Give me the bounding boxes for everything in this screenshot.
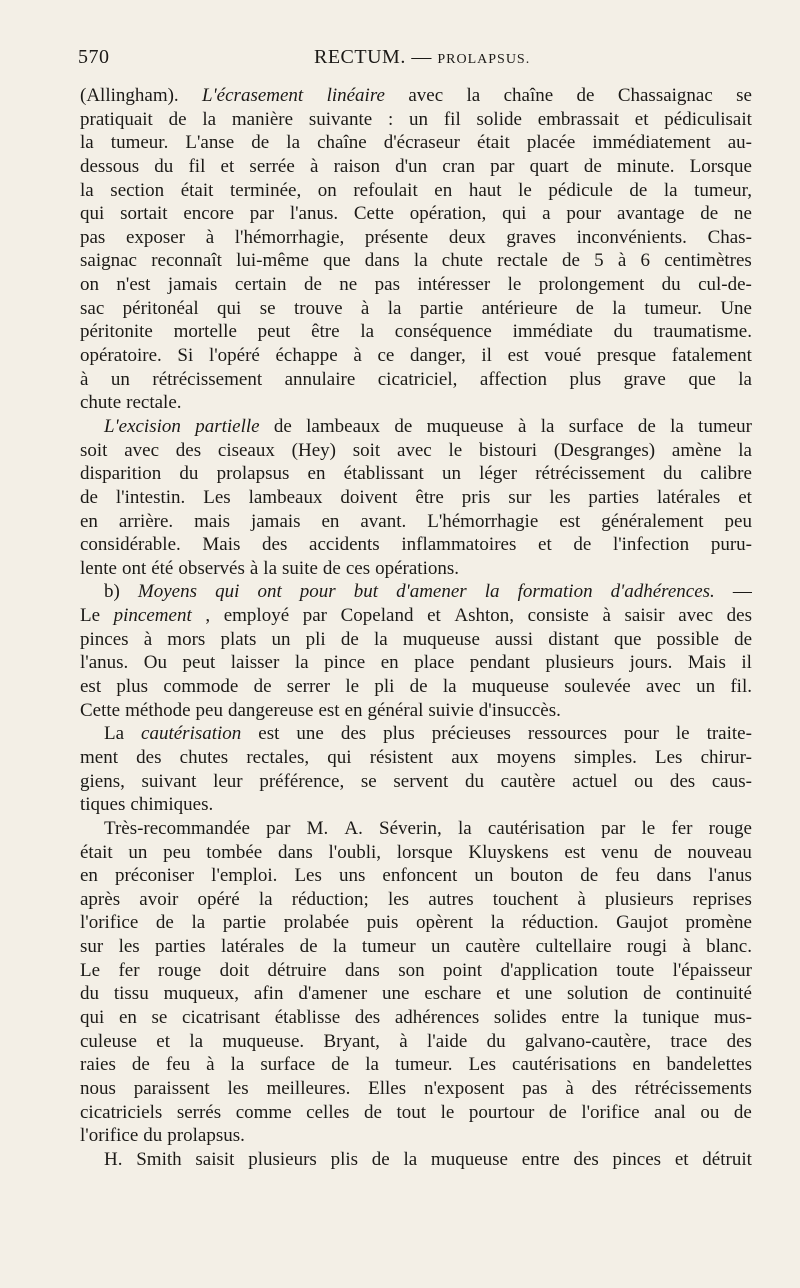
text-line: disparition du prolapsus en établissant un léger rétrécissement du calibre (80, 463, 752, 485)
text-line: en arrière. mais jamais en avant. L'hémorrhagie est généralement peu (80, 510, 752, 532)
text-line: giens, suivant leur préférence, se servent du cautère actuel ou des caus- (80, 770, 752, 792)
text-line: H. Smith saisit plusieurs plis de la muqueuse entre des pinces et détruit (104, 1148, 752, 1170)
text-line: chute rectale. (80, 392, 182, 414)
text-line: la tumeur. L'anse de la chaîne d'écraseur était placée immédiatement au- (80, 132, 752, 154)
text-line: soit avec des ciseaux (Hey) soit avec le bistouri (Desgranges) amène la (80, 439, 752, 461)
text-line: pas exposer à l'hémorrhagie, présente deux graves inconvénients. Chas- (80, 226, 752, 248)
text-line: pinces à mors plats un pli de la muqueuse aussi distant que possible de (80, 628, 752, 650)
text-line: Le pincement , employé par Copeland et Ashton, consiste à saisir avec des (80, 605, 752, 627)
text-line: lente ont été observés à la suite de ces opérations. (80, 557, 460, 579)
text-line: nous paraissent les meilleures. Elles n'exposent pas à des rétrécissements (80, 1077, 752, 1099)
running-title-sub: PROLAPSUS. (437, 52, 531, 67)
text-line: péritonite mortelle peut être la conséquence immédiate du traumatisme. (80, 321, 752, 343)
page-number: 570 (78, 46, 110, 68)
text-line: après avoir opéré la réduction; les autres touchent à plusieurs reprises (80, 888, 752, 910)
text-line: l'anus. Ou peut laisser la pince en place pendant plusieurs jours. Mais il (80, 652, 752, 674)
running-title (314, 46, 530, 69)
text-line: tiques chimiques. (80, 794, 214, 816)
body-text (80, 84, 752, 1171)
text-line: sur les parties latérales de la tumeur un cautère cultellaire rougi à blanc. (80, 936, 752, 958)
text-line: Le fer rouge doit détruire dans son point d'application toute l'épaisseur (80, 959, 752, 981)
text-line: de l'intestin. Les lambeaux doivent être pris sur les parties latérales et (80, 486, 752, 508)
text-line: (Allingham). L'écrasement linéaire avec la chaîne de Chassaignac se (80, 85, 752, 106)
text-line: La cautérisation est une des plus précieuses ressources pour le traite- (104, 723, 752, 745)
text-line: b) Moyens qui ont pour but d'amener la formation d'adhérences. — (104, 581, 752, 603)
text-line: saignac reconnaît lui-même que dans la chute rectale de 5 à 6 centimètres (80, 250, 752, 272)
text-line: ment des chutes rectales, qui résistent aux moyens simples. Les chirur- (80, 746, 752, 768)
running-header (78, 46, 750, 72)
text-line: considérable. Mais des accidents inflammatoires et de l'infection puru- (80, 534, 752, 556)
text-line: cicatriciels serrés comme celles de tout le pourtour de l'orifice anal ou de (80, 1101, 752, 1123)
text-line: est plus commode de serrer le pli de la muqueuse soulevée avec un fil. (80, 676, 752, 698)
text-line: l'orifice du prolapsus. (80, 1125, 245, 1147)
text-line: qui sortait encore par l'anus. Cette opération, qui a pour avantage de ne (80, 203, 752, 225)
text-line: pratiquait de la manière suivante : un fil solide embrassait et pédiculisait (80, 108, 752, 130)
text-line: on n'est jamais certain de ne pas intéresser le prolongement du cul-de- (80, 274, 752, 296)
text-line: du tissu muqueux, afin d'amener une eschare et une solution de continuité (80, 983, 752, 1005)
text-line: Cette méthode peu dangereuse est en général suivie d'insuccès. (80, 699, 561, 721)
text-line: raies de feu à la surface de la tumeur. Les cautérisations en bandelettes (80, 1054, 752, 1076)
text-line: dessous du fil et serrée à raison d'un cran par quart de minute. Lorsque (80, 155, 752, 177)
text-line: sac péritonéal qui se trouve à la partie antérieure de la tumeur. Une (80, 297, 752, 319)
text-line: opératoire. Si l'opéré échappe à ce danger, il est voué presque fatalement (80, 345, 752, 367)
text-line: Très-recommandée par M. A. Séverin, la cautérisation par le fer rouge (104, 817, 752, 839)
text-line: à un rétrécissement annulaire cicatriciel, affection plus grave que la (80, 368, 752, 390)
text-line: L'excision partielle de lambeaux de muqueuse à la surface de la tumeur (104, 415, 752, 437)
text-line: la section était terminée, on refoulait en haut le pédicule de la tumeur, (80, 179, 752, 201)
text-line: était un peu tombée dans l'oubli, lorsque Kluyskens est venu de nouveau (80, 841, 752, 863)
text-line: culeuse et la muqueuse. Bryant, à l'aide du galvano-cautère, trace des (80, 1030, 752, 1052)
running-title-main: RECTUM. — (314, 46, 432, 68)
text-line: qui en se cicatrisant établisse des adhérences solides entre la tunique mus- (80, 1006, 752, 1028)
text-line: en préconiser l'emploi. Les uns enfoncent un bouton de feu dans l'anus (80, 865, 752, 887)
text-line: l'orifice de la partie prolabée puis opèrent la réduction. Gaujot promène (80, 912, 752, 934)
